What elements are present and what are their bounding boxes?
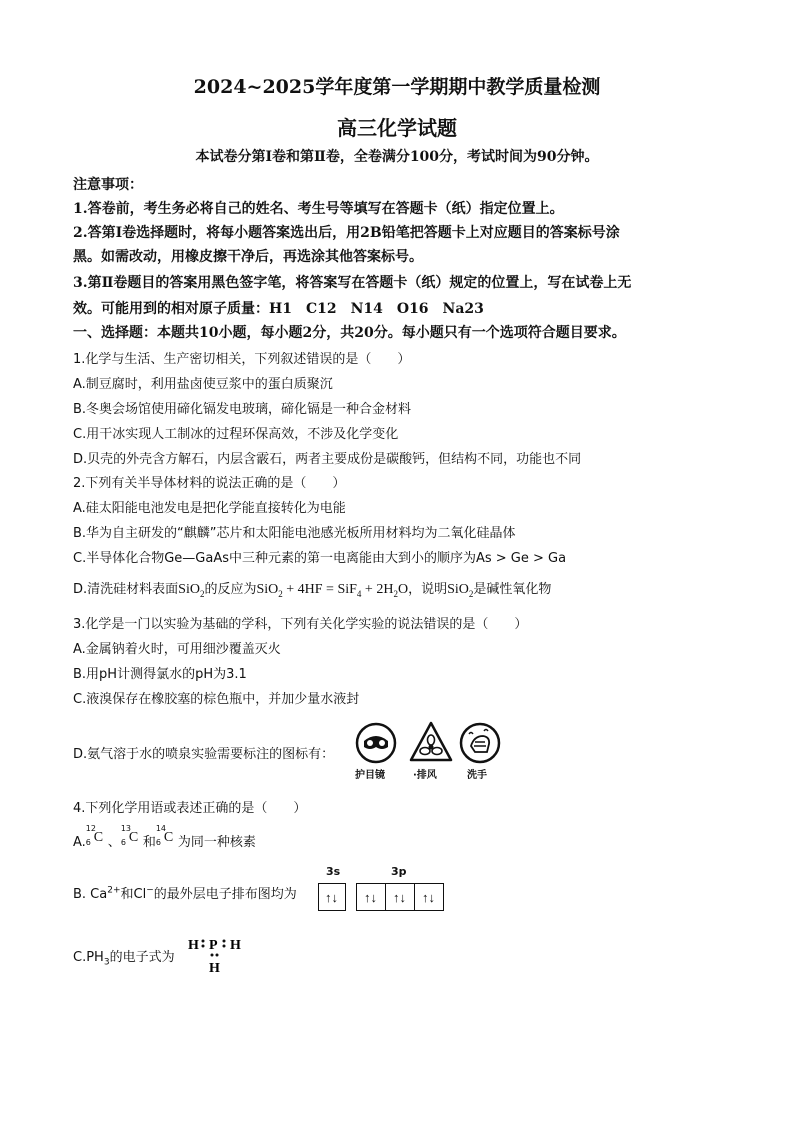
q2-option-c: C.半导体化合物Ge—GaAs中三种元素的第一电离能由大到小的顺序为As > Ge > Ga (73, 551, 567, 566)
q4-a-prefix: A. (73, 835, 86, 850)
exam-title: 2024~2025学年度第一学期期中教学质量检测 (193, 76, 601, 98)
sio2-formula-2: SiO$_2$ (447, 582, 474, 599)
ph3-electron-formula (186, 934, 246, 976)
carbon-14-isotope: 14 6 C (155, 824, 174, 847)
exam-intro: 本试卷分第Ⅰ卷和第Ⅱ卷，全卷满分100分，考试时间为90分钟。 (195, 149, 599, 165)
reaction-equation: $SiO_2 + 4HF = SiF_4 + 2H_2O$ (256, 582, 409, 599)
q4-b-suffix: 的最外层电子排布图均为 (153, 887, 297, 902)
svg-text:H: H (230, 938, 241, 953)
carbon-13-isotope: 13 6 C (120, 824, 139, 847)
electron-pair-icon: ↑↓ (393, 890, 406, 905)
ventilation-icon (408, 720, 454, 764)
orbital-3p-1 (357, 884, 386, 910)
orbital-3p-3 (415, 884, 443, 910)
q2-d-suffix: 是碱性氧化物 (473, 582, 552, 597)
note-1: 1.答卷前，考生务必将自己的姓名、考生号等填写在答题卡（纸）指定位置上。 (73, 201, 564, 217)
q3-stem: 3.化学是一门以实验为基础的学科，下列有关化学实验的说法错误的是（ ） (73, 617, 528, 632)
q4-b-mid: 和Cl (120, 887, 147, 902)
q3-option-a: A.金属钠着火时，可用细沙覆盖灭火 (73, 642, 281, 657)
orbital-label-3p: 3p (391, 865, 407, 878)
svg-text:H: H (209, 961, 220, 976)
q4-c-suffix: 的电子式为 (109, 950, 175, 965)
q4-c-prefix: C.PH (73, 950, 104, 965)
q4-stem: 4.下列化学用语或表述正确的是（ ） (73, 801, 307, 816)
electron-pair-icon: ↑↓ (422, 890, 435, 905)
orbital-box-3p (356, 883, 444, 911)
electron-pair-icon: ↑↓ (364, 890, 377, 905)
q2-d-mid2: ，说明 (408, 582, 448, 597)
note-3b: 效。可能用到的相对原子质量：H1 C12 N14 O16 Na23 (73, 301, 484, 317)
q3-option-b: B.用pH计测得氯水的pH为3.1 (73, 667, 247, 682)
q4-a-sep2: 和 (142, 835, 156, 850)
q4-option-b: B. $Ca^{2+}$和Cl−的最外层电子排布图均为 (73, 885, 297, 902)
icon-label-hand-wash: 洗手 (467, 770, 487, 781)
icon-label-goggles: 护目镜 (355, 770, 385, 781)
q1-option-d: D.贝壳的外壳含方解石，内层含霰石，两者主要成份是碳酸钙，但结构不同，功能也不同 (73, 452, 582, 467)
electron-pair-icon: ↑↓ (325, 890, 338, 905)
goggles-icon (355, 722, 397, 764)
q3-option-c: C.液溴保存在橡胶塞的棕色瓶中，并加少量水液封 (73, 692, 360, 707)
hand-wash-icon (459, 722, 501, 764)
q1-option-a: A.制豆腐时，利用盐卤使豆浆中的蛋白质聚沉 (73, 377, 333, 392)
q3-option-d: D.氨气溶于水的喷泉实验需要标注的图标有： (73, 747, 335, 762)
sio2-formula: SiO$_2$ (178, 582, 205, 599)
q4-a-suffix: 为同一种核素 (177, 835, 256, 850)
q1-stem: 1.化学与生活、生产密切相关，下列叙述错误的是（ ） (73, 352, 411, 367)
q4-a-sep1: 、 (107, 835, 121, 850)
q2-stem: 2.下列有关半导体材料的说法正确的是（ ） (73, 476, 346, 491)
orbital-box-3s (318, 883, 346, 911)
note-3a: 3.第Ⅱ卷题目的答案用黑色签字笔，将答案写在答题卡（纸）规定的位置上，写在试卷上无 (73, 275, 632, 291)
orbital-label-3s: 3s (326, 865, 341, 878)
q4-option-c: $C.PH_3$的电子式为 (73, 950, 175, 968)
icon-label-ventilation: ·排风 (413, 770, 437, 781)
q2-d-prefix: D.清洗硅材料表面 (73, 582, 179, 597)
q1-option-c: C.用干冰实现人工制冰的过程环保高效，不涉及化学变化 (73, 427, 399, 442)
svg-text:P: P (209, 938, 218, 953)
q2-option-b: B.华为自主研发的“麒麟”芯片和太阳能电池感光板所用材料均为二氧化硅晶体 (73, 526, 516, 541)
q2-option-a: A.硅太阳能电池发电是把化学能直接转化为电能 (73, 501, 346, 516)
q2-option-d (73, 578, 551, 599)
orbital-3p-2 (386, 884, 415, 910)
svg-text:H: H (188, 938, 199, 953)
carbon-12-isotope: 12 6 C (85, 824, 104, 847)
notes-heading: 注意事项： (73, 177, 143, 193)
note-2b: 黑。如需改动，用橡皮擦干净后，再选涂其他答案标号。 (73, 249, 423, 265)
note-2a: 2.答第Ⅰ卷选择题时，将每小题答案选出后，用2B铅笔把答题卡上对应题目的答案标号涂 (73, 225, 620, 241)
section-1-heading: 一、选择题：本题共10小题，每小题2分，共20分。每小题只有一个选项符合题目要求。 (73, 325, 626, 341)
orbital-3s (319, 884, 345, 910)
q4-option-a (73, 824, 256, 850)
q1-option-b: B.冬奥会场馆使用碲化镉发电玻璃，碲化镉是一种合金材料 (73, 402, 412, 417)
exam-subtitle: 高三化学试题 (337, 116, 457, 140)
q4-b-prefix: B. Ca (73, 887, 108, 902)
q2-d-mid1: 的反应为 (204, 582, 257, 597)
